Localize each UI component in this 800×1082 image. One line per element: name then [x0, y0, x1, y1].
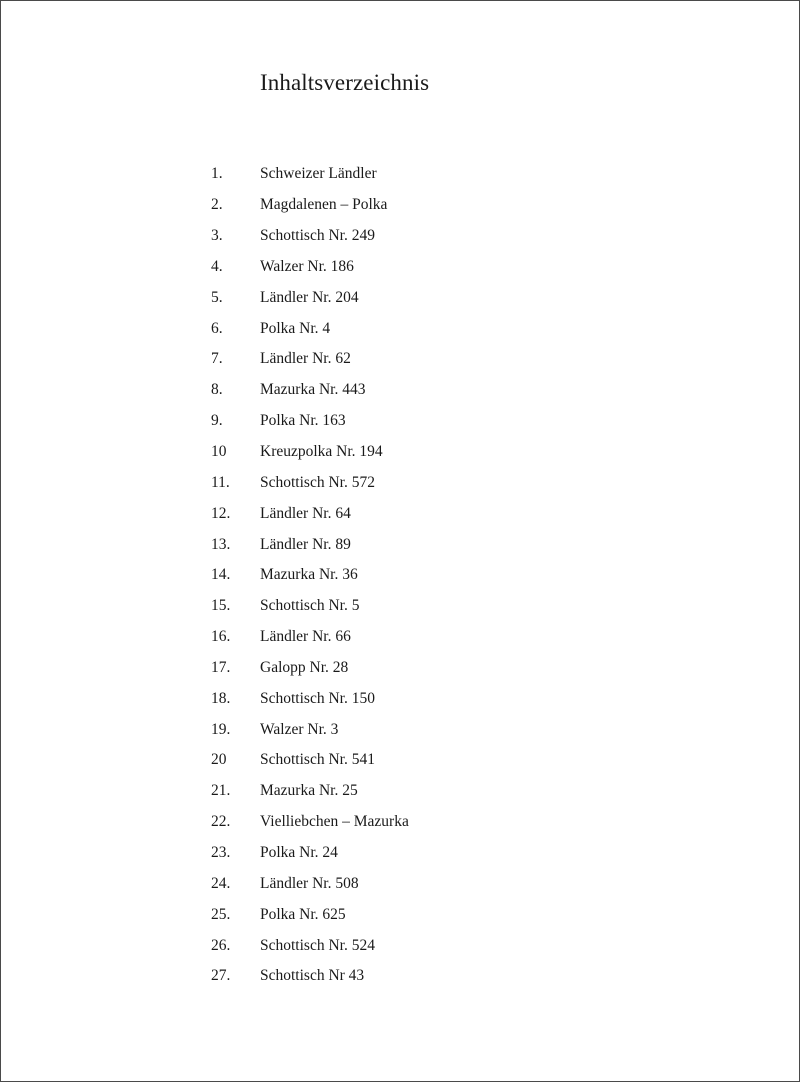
toc-entry-number: 11. — [211, 473, 230, 491]
toc-entry — [211, 221, 611, 252]
toc-entry — [211, 467, 611, 498]
toc-entry-title: Polka Nr. 625 — [260, 905, 346, 923]
toc-entry-title: Ländler Nr. 62 — [260, 350, 351, 368]
toc-entry-number: 2. — [211, 196, 223, 214]
toc-entry-number: 4. — [211, 257, 223, 275]
toc-entry-title: Ländler Nr. 64 — [260, 504, 351, 522]
toc-entry — [211, 282, 611, 313]
toc-entry-title: Ländler Nr. 89 — [260, 535, 351, 553]
toc-entry-number: 15. — [211, 597, 231, 615]
toc-entry-title: Magdalenen – Polka — [260, 196, 388, 214]
toc-entry — [211, 622, 611, 653]
toc-entry-title: Walzer Nr. 186 — [260, 257, 354, 275]
toc-entry-title: Schottisch Nr. 541 — [260, 751, 375, 769]
toc-entry-title: Schottisch Nr 43 — [260, 967, 365, 985]
toc-entry-number: 1. — [211, 165, 223, 183]
toc-entry-number: 22. — [211, 813, 231, 831]
toc-entry-number: 13. — [211, 535, 231, 553]
toc-entry — [211, 776, 611, 807]
toc-entry-title: Galopp Nr. 28 — [260, 658, 349, 676]
toc-entry-title: Schottisch Nr. 249 — [260, 227, 375, 245]
toc-entry-number: 21. — [211, 782, 231, 800]
toc-entry — [211, 899, 611, 930]
toc-entry-title: Polka Nr. 4 — [260, 319, 331, 337]
toc-entry-title: Schottisch Nr. 524 — [260, 936, 375, 954]
toc-entry-title: Mazurka Nr. 443 — [260, 381, 366, 399]
toc-entry — [211, 591, 611, 622]
toc-entry-number: 19. — [211, 720, 231, 738]
toc-entry — [211, 252, 611, 283]
toc-entry — [211, 437, 611, 468]
toc-entry-number: 5. — [211, 288, 223, 306]
toc-entry — [211, 560, 611, 591]
toc-entry — [211, 930, 611, 961]
toc-entry-number: 27. — [211, 967, 231, 985]
toc-entry-number: 7. — [211, 350, 223, 368]
page-title: Inhaltsverzeichnis — [260, 70, 430, 95]
toc-entry-title: Schottisch Nr. 5 — [260, 597, 360, 615]
toc-entry-title: Schottisch Nr. 572 — [260, 473, 375, 491]
toc-entry-number: 23. — [211, 843, 231, 861]
toc-entry-number: 3. — [211, 227, 223, 245]
toc-entry-title: Polka Nr. 24 — [260, 843, 338, 861]
toc-entry — [211, 683, 611, 714]
toc-entry-number: 18. — [211, 689, 231, 707]
toc-entry — [211, 344, 611, 375]
toc-entry-title: Schottisch Nr. 150 — [260, 689, 375, 707]
toc-entry-title: Schweizer Ländler — [260, 165, 377, 183]
toc-entry-number: 12. — [211, 504, 231, 522]
toc-entry — [211, 961, 611, 992]
toc-entry — [211, 529, 611, 560]
toc-entry-title: Ländler Nr. 508 — [260, 874, 359, 892]
toc-entry-number: 17. — [211, 658, 231, 676]
toc-entry-title: Mazurka Nr. 25 — [260, 782, 358, 800]
toc-entry — [211, 498, 611, 529]
toc-entry — [211, 375, 611, 406]
toc-entry-number: 8. — [211, 381, 223, 399]
table-of-contents — [211, 159, 611, 992]
toc-entry-number: 14. — [211, 566, 231, 584]
toc-entry-title: Polka Nr. 163 — [260, 412, 346, 430]
toc-entry-title: Ländler Nr. 66 — [260, 628, 351, 646]
toc-entry — [211, 313, 611, 344]
toc-entry-number: 6. — [211, 319, 223, 337]
toc-entry-number: 20 — [211, 751, 227, 769]
toc-entry-title: Ländler Nr. 204 — [260, 288, 359, 306]
toc-entry-title: Vielliebchen – Mazurka — [260, 813, 409, 831]
toc-entry — [211, 159, 611, 190]
toc-entry — [211, 807, 611, 838]
toc-entry-title: Walzer Nr. 3 — [260, 720, 339, 738]
toc-entry — [211, 868, 611, 899]
toc-entry — [211, 714, 611, 745]
toc-entry-title: Kreuzpolka Nr. 194 — [260, 443, 383, 461]
toc-entry-number: 26. — [211, 936, 231, 954]
toc-entry-number: 24. — [211, 874, 231, 892]
toc-entry-number: 16. — [211, 628, 231, 646]
toc-entry — [211, 838, 611, 869]
toc-entry-number: 25. — [211, 905, 231, 923]
toc-entry — [211, 190, 611, 221]
toc-entry — [211, 745, 611, 776]
toc-entry-title: Mazurka Nr. 36 — [260, 566, 358, 584]
toc-entry — [211, 406, 611, 437]
toc-entry — [211, 653, 611, 684]
toc-entry-number: 9. — [211, 412, 223, 430]
toc-entry-number: 10 — [211, 443, 227, 461]
